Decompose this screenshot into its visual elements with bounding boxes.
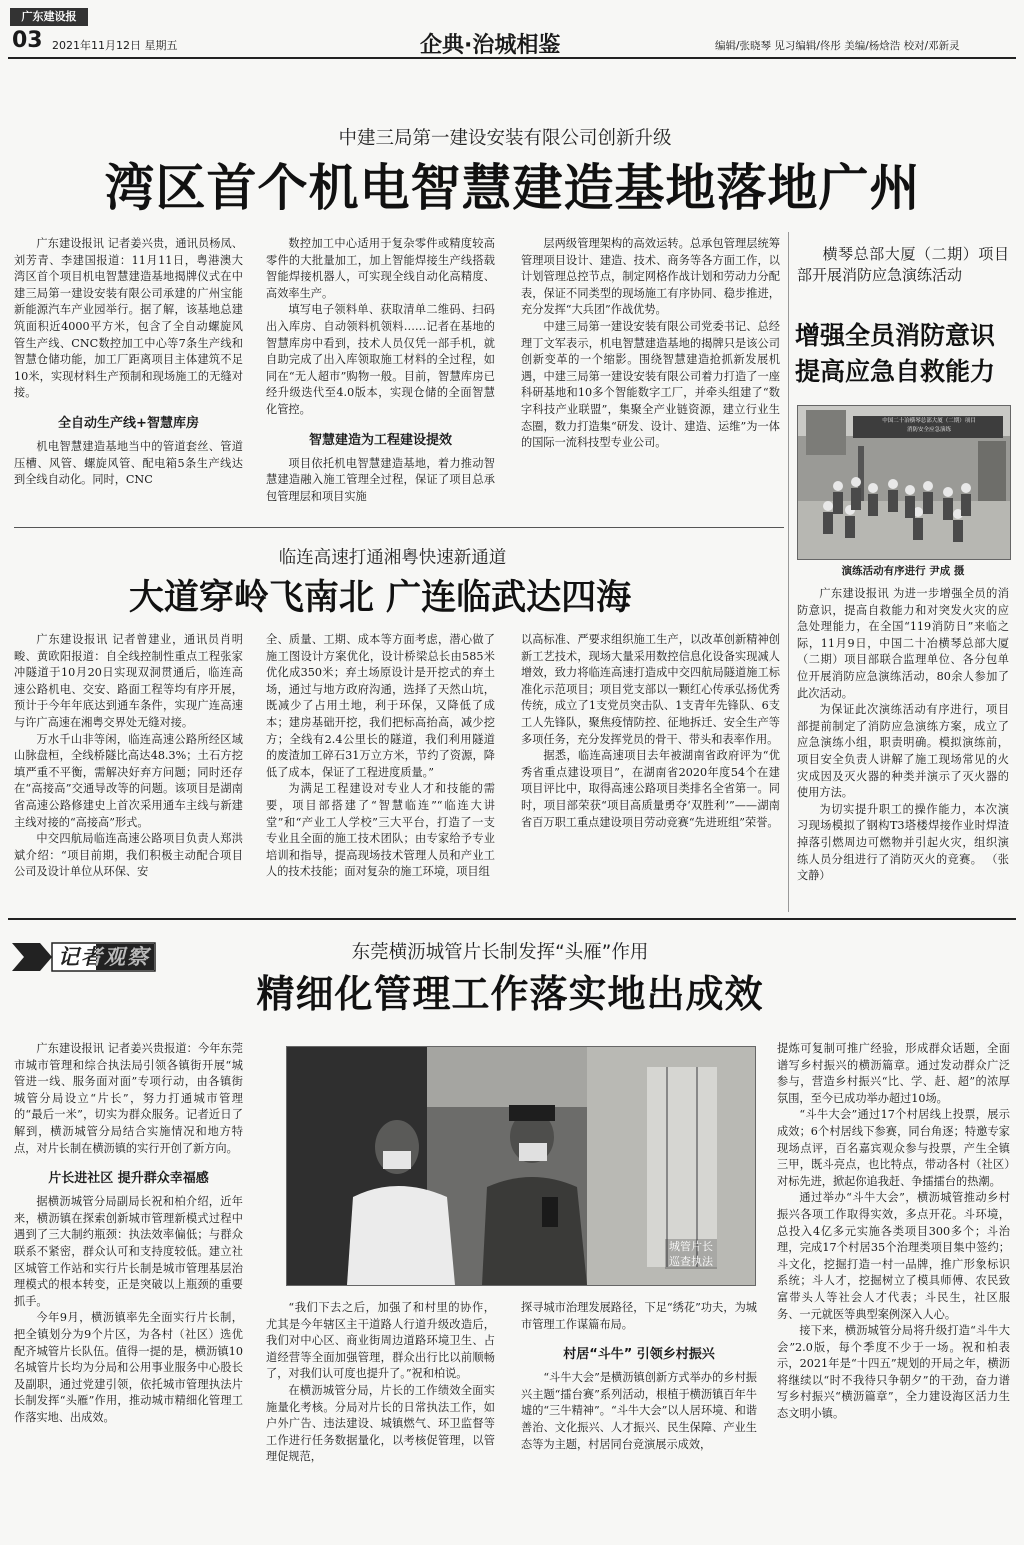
article3-c2-p1: “我们下去之后，加强了和村里的协作，尤其是今年辖区主干道路人行道升级改造后，我们对中心区、商业街周边道路环境卫生、占道经营等全面加强管理，群众出行比以前顺畅了，对我们认可度也提升了。”祝和柏说。 <box>266 1301 495 1381</box>
article3-subhead-1: 片长进社区 提升群众幸福感 <box>48 1171 209 1187</box>
article2-bottom-rule <box>8 918 1016 920</box>
article1-c2-p3: 项目依托机电智慧建造基地，着力推动智慧建造融入施工管理全过程，保证了项目总承包管理层和项目实施 <box>266 456 495 503</box>
article3-c4-p3: 通过举办“斗牛大会”，横沥城管推动乡村振兴各项工作取得实效，多点开花。斗环境，总投入4亿多元实施各类项目300多个；斗治理，完成17个村居35个治理类项目集中签约；斗文化，挖掘打造一村一品牌，推广形象标识系统；斗人才，挖掘树立了模具师傅、农民致富带头人等社会人才代表；斗民生，社区服务、一元就医等典型案例深入人心。 <box>777 1191 1010 1321</box>
article1-subhead-2: 智慧建造为工程建设提效 <box>308 432 452 448</box>
article2-c1-p3: 中交四航局临连高速公路项目负责人郑洪斌介绍：“项目前期，我们积极主动配合项目公司及设计单位从环保、安 <box>14 832 243 879</box>
article1-c2-p2: 填写电子领料单、获取清单二维码、扫码出入库房、自动领料机领料……记者在基地的智慧库房中看到，技术人员仅凭一部手机，就自助完成了出入库领取施工材料的全过程，如同在“无人超市”购物一般。目前，智慧库房已经升级迭代至4.0版本，实现仓储的全面智慧化管控。 <box>266 303 495 416</box>
article2-column-2 <box>266 632 495 881</box>
article3-c1-p2: 据横沥城管分局副局长祝和柏介绍，近年来，横沥镇在探索创新城市管理新模式过程中遇到了三大制约瓶颈：执法效率偏低；与群众联系不紧密，群众认可和支持度较低。建立社区城管工作站和实行片长制是城市管理基层治理模式的根本转变，正是突破以上瓶颈的重要抓手。 <box>14 1195 243 1308</box>
article2-column-3 <box>521 632 780 831</box>
article3-column-3 <box>521 1300 757 1453</box>
article1-column-1 <box>14 236 243 489</box>
sidebar-p1: 广东建设报讯 为进一步增强全员的消防意识，提高自救能力和对突发火灾的应急处理能力，在全国“119消防日”来临之际，11月9日，中国二十冶横琴总部大厦（二期）项目部联合监理单位、各分包单位开展消防应急演练活动，80余人参加了此次活动。 <box>797 587 1009 700</box>
article3-c1-p3: 今年9月，横沥镇率先全面实行片长制，把全镇划分为9个片区，为各村（社区）选优配齐城管片长队伍。值得一提的是，横沥镇10名城管片长均为分局和公用事业服务中心股长及副职，通过党建引领，依托城市管理执法片长制发挥“头雁”作用，推动城市精细化管理工作落实地、出成效。 <box>14 1311 243 1424</box>
article3-c1-p1: 广东建设报讯 记者姜兴贵报道：今年东莞市城市管理和综合执法局引领各镇街开展“城管进一线、服务面对面”专项行动，由各镇街城管分局设立“片长”，努力打通城市管理的“最后一米”，切实为群众服务。记者近日了解到，横沥城管分局结合实施情况和地方特点，对片长制在横沥镇的实行开创了新方向。 <box>14 1042 243 1155</box>
patrol-photo-caption: 城管片长巡查执法 <box>665 1239 717 1269</box>
article1-bottom-rule <box>14 527 784 528</box>
article1-c1-p2: 机电智慧建造基地当中的管道套丝、管道压槽、风管、螺旋风管、配电箱5条生产线达到全线自动化。同时，CNC <box>14 439 243 487</box>
article3-column-4 <box>777 1041 1010 1423</box>
article1-column-3 <box>521 236 780 452</box>
article2-c3-p2: 据悉，临连高速项目去年被湖南省政府评为“优秀省重点建设项目”，在湖南省2020年度54个在建项目评比中，取得高速公路项目类排名全省第一。同时，项目部荣获“项目高质量勇夺‘双胜利’”——湖南省百万职工重点建设项目劳动竞赛“先进班组”荣誉。 <box>521 749 780 829</box>
observer-badge-text: 记者观察 <box>58 945 150 969</box>
article2-c2-p2: 为满足工程建设对专业人才和技能的需要，项目部搭建了“智慧临连”“临连大讲堂”和“产业工人学校”三大平台，打造了一支专业且全面的施工技术团队；由专家给予专业培训和指导，提高现场技术管理人员和产业工人的技术技能；面对复杂的施工环境，项目组 <box>266 782 495 879</box>
article3-kicker: 东莞横沥城管片长制发挥“头雁”作用 <box>351 942 649 963</box>
article1-column-2 <box>266 236 495 505</box>
page-credits: 编辑/张晓琴 见习编辑/佟彤 美编/杨焓浩 校对/邓新灵 <box>715 40 960 52</box>
section-title: 企典·治城相鉴 <box>420 33 561 58</box>
article3-c3-p2: “斗牛大会”是横沥镇创新方式举办的乡村振兴主题“擂台赛”系列活动，根植于横沥镇百年牛墟的“三牛精神”。“斗牛大会”以人居环境、和谐善治、文化振兴、人才振兴、民生保障、产业生态等为主题，村居同台竞演展示成效， <box>521 1371 757 1451</box>
article2-column-1 <box>14 632 243 881</box>
issue-date: 2021年11月12日 星期五 <box>52 39 178 52</box>
fire-drill-banner-line-2: 消防安全应急演练 <box>906 427 951 433</box>
article3-c4-p4: 接下来，横沥城管分局将升级打造“斗牛大会”2.0版，每个季度不少于一场。祝和柏表示，2021年是“十四五”规划的开局之年，横沥将继续以“时不我待只争朝夕”的干劲，奋力谱写乡村振兴“横沥篇章”，全力建设海区活力生态文明小镇。 <box>777 1324 1010 1421</box>
article3-c2-p2: 在横沥城管分局，片长的工作绩效全面实施量化考核。分局对片长的日常执法工作，如户外广告、违法建设、城镇燃气、环卫监督等工作进行任务数据量化，以考核促管理，以管理促规范， <box>266 1383 495 1464</box>
paper-name: 广东建设报 <box>21 10 77 23</box>
article1-kicker: 中建三局第一建设安装有限公司创新升级 <box>338 128 672 149</box>
article2-kicker: 临连高速打通湘粤快速新通道 <box>278 548 507 568</box>
sidebar-photo-caption: 演练活动有序进行 尹成 摄 <box>841 565 965 577</box>
article1-subhead-1: 全自动生产线+智慧库房 <box>58 415 199 431</box>
fire-drill-banner <box>856 417 1002 435</box>
fire-drill-photo <box>797 405 1011 560</box>
article1-c1-p1: 广东建设报讯 记者姜兴贵，通讯员杨凤、刘芳青、李建国报道：11月11日，粤港澳大湾区首个项目机电智慧建造基地揭牌仪式在中建三局第一建设安装有限公司承建的广州宝能新能源汽车产业园举行。据了解，该基地总建筑面积近4000平方米，包含了全自动螺旋风管生产线、CNC数控加工中心等7条生产线和智慧仓储功能，加工厂距离项目主体建筑不足10米，实现材料生产预制和现场施工的无缝对接。 <box>14 237 243 400</box>
sidebar-headline: 增强全员消防意识 提高应急自救能力 <box>795 321 996 386</box>
article3-column-1 <box>14 1041 243 1426</box>
article2-c2-p1: 全、质量、工期、成本等方面考虑，潜心做了施工图设计方案优化，设计桥梁总长由585米优化成350米；弃土场原设计是开挖式的弃土场，通过与地方政府沟通，选择了天然山坑，既减少了占用土地，利于环保，又降低了成本；建房基础开挖，我们把标高抬高，减少挖方；全线有2.4公里长的隧道，我们利用隧道的废渣加工碎石31万立方米，节约了资源，降低了成本，保证了工程进度质量。” <box>266 633 495 779</box>
article2-c1-p2: 万水千山非等闲，临连高速公路所经区域山脉盘桓，全线桥隧比高达48.3%；土石方挖填严重不平衡，需解决好弃方问题；同时还存在“高接高”交通导改等的问题。该项目是湖南省高速公路修建史上首次采用通车主线与新建主线对接的“高接高”形式。 <box>14 732 243 829</box>
patrol-photo <box>286 1046 756 1286</box>
fire-drill-banner-line-1: 中国二十冶横琴总部大厦（二期）项目 <box>882 418 976 424</box>
sidebar-p3: 为切实提升职工的操作能力，本次演习现场模拟了钢构T3塔楼焊接作业时焊渣掉落引燃周边可燃物并引起火灾，组织演练人员分组进行了消防灭火的竞赛。 （张文静） <box>797 802 1009 883</box>
article3-c3-p1: 探寻城市治理发展路径，下足“绣花”功夫，为城市管理工作谋篇布局。 <box>521 1301 757 1331</box>
article1-c3-p1: 层两级管理架构的高效运转。总承包管理层统筹管理项目设计、建造、技术、商务等各方面工作，以计划管理总控节点，制定网格作战计划和劳动力分配表，保证不同类型的现场施工有序协同、稳步推进，充分发挥“大兵团”作战优势。 <box>521 237 780 317</box>
article2-c3-p1: 以高标准、严要求组织施工生产，以改革创新精神创新工艺技术，现场大量采用数控信息化设备实现减人增效，致力将临连高速打造成中交四航局隧道施工标准化示范项目；项目党支部以一颗红心传承弘扬优秀传统，成立了1支党员突击队、1支青年先锋队、6支工人先锋队，聚焦疫情防控、征地拆迁、安全生产等多项任务，充分发挥党员的骨干、带头和表率作用。 <box>521 633 780 746</box>
article2-c1-p1: 广东建设报讯 记者曾建业，通讯员肖明畯、黄欧阳报道：自全线控制性重点工程张家冲隧道于10月20日实现双洞贯通后，临连高速公路机电、交安、路面工程等均有序开展，预计于今年年底达到通车条件，实现广连高速与许广高速在湘粤交界处无缝对接。 <box>14 633 243 729</box>
sidebar-kicker: 横琴总部大厦（二期）项目部开展消防应急演练活动 <box>797 245 1009 284</box>
sidebar-body <box>797 586 1009 885</box>
article3-subhead-2: 村居“斗牛” 引领乡村振兴 <box>563 1347 715 1363</box>
article2-headline: 大道穿岭飞南北 广连临武达四海 <box>128 577 632 618</box>
article3-headline: 精细化管理工作落实地出成效 <box>256 971 764 1016</box>
observer-badge <box>12 941 157 973</box>
article3-c4-p2: “斗牛大会”通过17个村居线上投票，展示成效；6个村居线下参赛，同台角逐；特邀专家现场点评，百名嘉宾观众参与投票，产生全镇三甲，既斗亮点，也比特点，带动各村（社区）对标先进，掀起你追我赶、争擂擂台的热潮。 <box>777 1108 1010 1188</box>
article3-c4-p1: 提炼可复制可推广经验，形成群众话题，全面谱写乡村振兴的横沥篇章。通过发动群众广泛参与，营造乡村振兴“比、学、赶、超”的浓厚氛围，至今已成功举办超过10场。 <box>777 1042 1010 1105</box>
article1-headline: 湾区首个机电智慧建造基地落地广州 <box>104 158 921 217</box>
page-number: 03 <box>12 28 43 53</box>
masthead-rule <box>8 57 1016 59</box>
paper-name-badge <box>10 8 88 26</box>
sidebar-divider <box>788 232 789 912</box>
sidebar-p2: 为保证此次演练活动有序进行，项目部提前制定了消防应急演练方案，成立了应急演练小组，职责明确。模拟演练前，项目安全负责人讲解了施工现场常见的火灾成因及灭火器的种类并演示了灭火器的使用方法。 <box>797 703 1009 800</box>
article1-c2-p1: 数控加工中心适用于复杂零件或精度较高零件的大批量加工，加上智能焊接生产线搭载智能焊接机器人，可实现全线自动化高精度、高效率生产。 <box>266 237 495 300</box>
article1-c3-p2: 中建三局第一建设安装有限公司党委书记、总经理丁文军表示，机电智慧建造基地的揭牌只是该公司创新变革的一个缩影。围绕智慧建造抢抓新发展机遇，中建三局第一建设安装有限公司着力打造了一座科研基地和10多个智能数字工厂，并牵头组建了“数字科技产业联盟”，集聚全产业链资源，建立行业生态圈，数力打造集“研发、设计、建造、运维”为一体的国际一流科技型专业公司。 <box>521 319 780 450</box>
article3-column-2 <box>266 1300 495 1466</box>
